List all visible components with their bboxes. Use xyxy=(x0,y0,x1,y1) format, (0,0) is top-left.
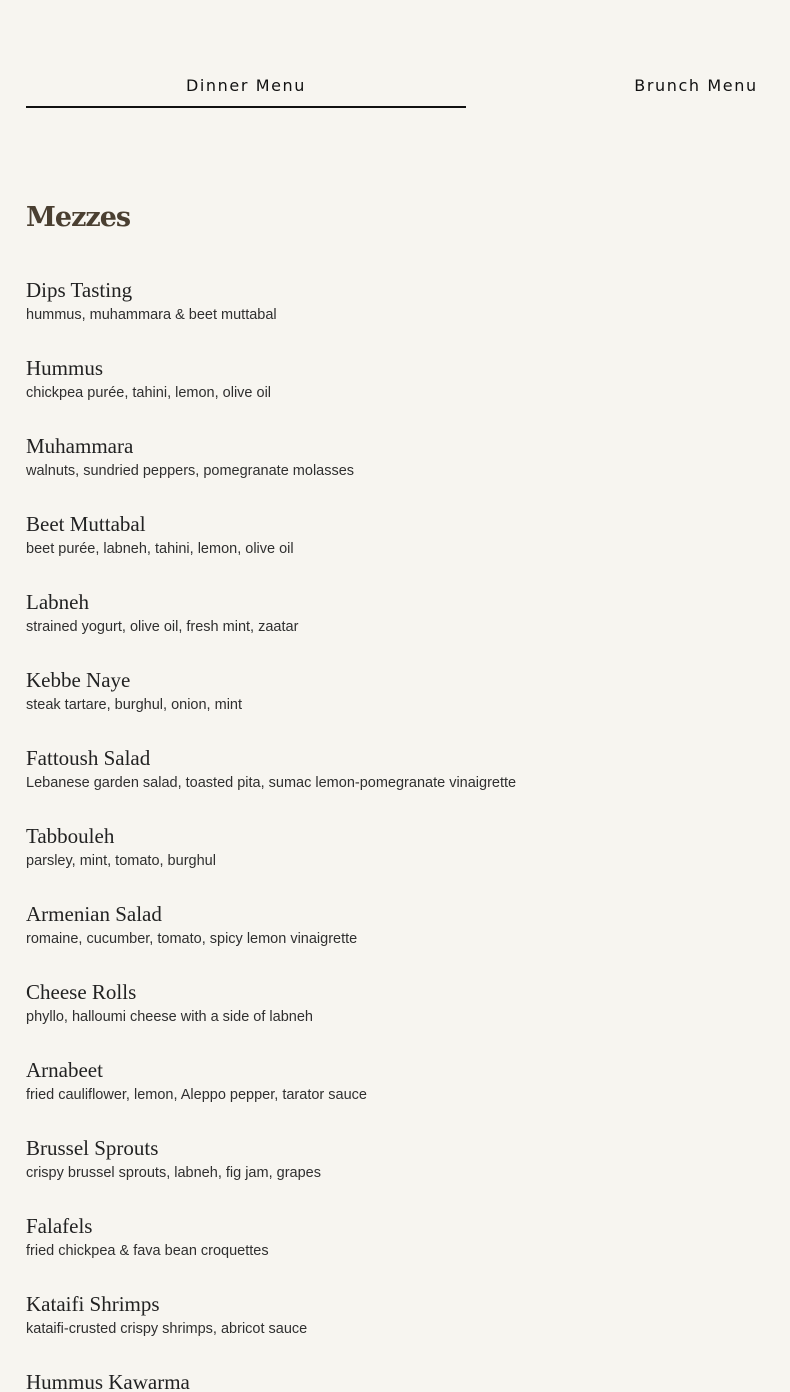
menu-item-name: Arnabeet xyxy=(26,1058,103,1082)
menu-item-name: Armenian Salad xyxy=(26,902,162,926)
menu-item-description: kataifi-crusted crispy shrimps, abricot sauce xyxy=(26,1321,308,1337)
menu-item xyxy=(26,978,766,1056)
section-title: Mezzes xyxy=(26,202,131,233)
menu-item-description: chickpea purée, tahini, lemon, olive oil xyxy=(26,385,272,401)
menu-item xyxy=(26,588,766,666)
menu-item xyxy=(26,1056,766,1134)
menu-item xyxy=(26,900,766,978)
menu-item-name: Muhammara xyxy=(26,434,134,458)
menu-item-name: Kebbe Naye xyxy=(26,668,131,692)
menu-item xyxy=(26,354,766,432)
menu-item-name: Beet Muttabal xyxy=(26,512,146,536)
menu-item-name: Kataifi Shrimps xyxy=(26,1292,160,1316)
menu-item xyxy=(26,1290,766,1368)
menu-item xyxy=(26,510,766,588)
menu-item-description: hummus, muhammara & beet muttabal xyxy=(26,307,277,323)
menu-item xyxy=(26,432,766,510)
menu-item-name: Hummus xyxy=(26,356,104,380)
menu-item-description: fried chickpea & fava bean croquettes xyxy=(26,1243,269,1259)
menu-list xyxy=(26,276,766,1392)
menu-item xyxy=(26,666,766,744)
menu-item-name: Tabbouleh xyxy=(26,824,115,848)
menu-item xyxy=(26,1368,766,1392)
menu-item-description: parsley, mint, tomato, burghul xyxy=(26,853,216,869)
menu-item-description: fried cauliflower, lemon, Aleppo pepper, tarator sauce xyxy=(26,1087,367,1103)
menu-tabs xyxy=(0,0,790,120)
menu-item xyxy=(26,1212,766,1290)
menu-item-description: phyllo, halloumi cheese with a side of labneh xyxy=(26,1009,313,1025)
menu-item-description: beet purée, labneh, tahini, lemon, olive oil xyxy=(26,541,294,557)
tab-brunch-menu[interactable]: Brunch Menu xyxy=(634,76,758,95)
menu-item-name: Brussel Sprouts xyxy=(26,1136,159,1160)
menu-item-description: romaine, cucumber, tomato, spicy lemon vinaigrette xyxy=(26,931,358,947)
menu-item-name: Hummus Kawarma xyxy=(26,1370,190,1392)
menu-item-description: walnuts, sundried peppers, pomegranate molasses xyxy=(26,463,355,479)
menu-item xyxy=(26,822,766,900)
menu-item xyxy=(26,744,766,822)
menu-item-name: Cheese Rolls xyxy=(26,980,137,1004)
tab-dinner-menu[interactable]: Dinner Menu xyxy=(26,76,466,108)
menu-item-name: Falafels xyxy=(26,1214,93,1238)
menu-item-name: Labneh xyxy=(26,590,89,614)
menu-item-description: strained yogurt, olive oil, fresh mint, zaatar xyxy=(26,619,299,635)
menu-item xyxy=(26,1134,766,1212)
menu-item-name: Fattoush Salad xyxy=(26,746,151,770)
menu-item-name: Dips Tasting xyxy=(26,278,133,302)
menu-item-description: crispy brussel sprouts, labneh, fig jam, grapes xyxy=(26,1165,321,1181)
menu-item-description: Lebanese garden salad, toasted pita, sumac lemon-pomegranate vinaigrette xyxy=(26,775,517,791)
menu-item xyxy=(26,276,766,354)
menu-item-description: steak tartare, burghul, onion, mint xyxy=(26,697,243,713)
